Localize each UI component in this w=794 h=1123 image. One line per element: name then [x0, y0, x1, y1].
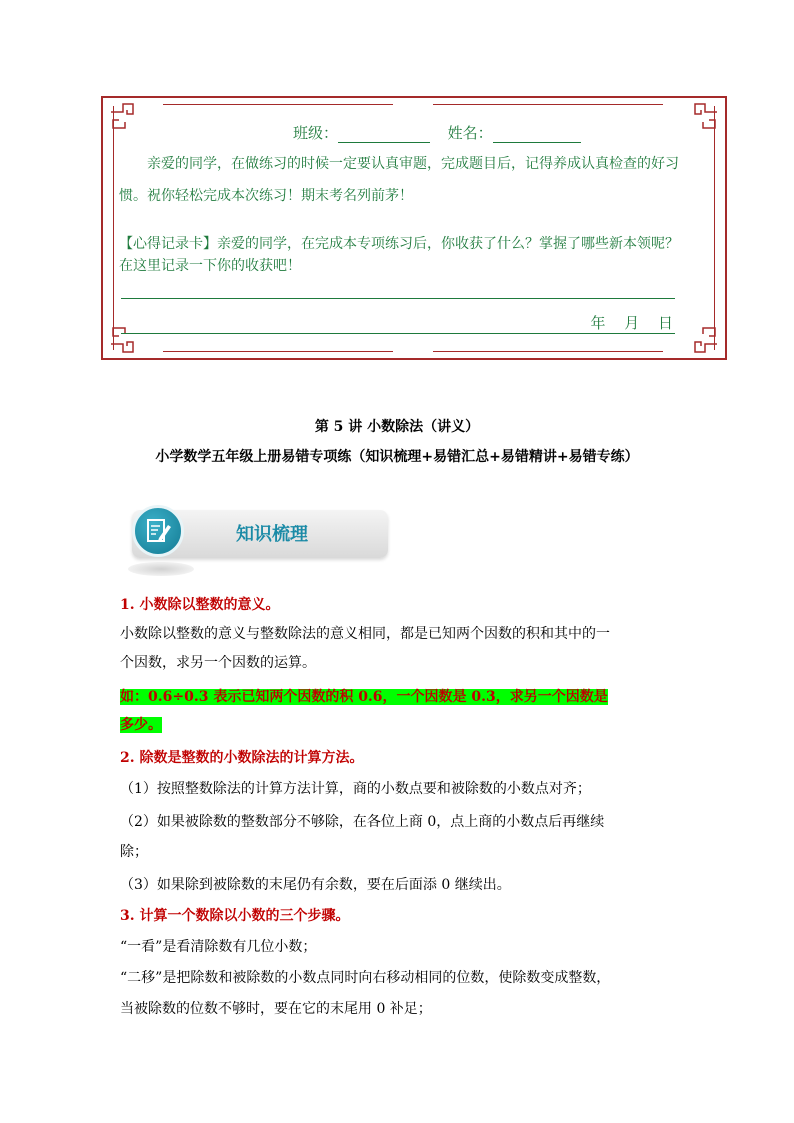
- greeting-line-1: 亲爱的同学，在做练习的时候一定要认真审题，完成题目后，记得养成认真检查的好习: [147, 156, 679, 172]
- class-label: 班级：: [293, 124, 339, 142]
- section-1-example: [120, 683, 676, 739]
- frame-top-line-right: [433, 104, 663, 105]
- frame-bottom-line-right: [433, 351, 663, 352]
- greeting-line-2: 惯。祝你轻松完成本次练习！期末考名列前茅！: [119, 188, 413, 204]
- name-field[interactable]: [493, 126, 581, 143]
- frame-bottom-line-left: [163, 351, 393, 352]
- section-2-heading: 2. 除数是整数的小数除法的计算方法。: [120, 750, 364, 766]
- record-card-line-1: 【心得记录卡】亲爱的同学，在完成本专项练习后，你收获了什么？掌握了哪些新本领呢？: [119, 236, 679, 252]
- section-2-item-3: （3）如果除到被除数的末尾仍有余数，要在后面添 0 继续出。: [120, 877, 511, 893]
- example-line-1: 如：0.6÷0.3 表示已知两个因数的积 0.6，一个因数是 0.3，求另一个因数是: [120, 689, 608, 705]
- banner-label: 知识梳理: [236, 524, 308, 545]
- class-name-row: [293, 122, 581, 143]
- section-1-line-1: 小数除以整数的意义与整数除法的意义相同，都是已知两个因数的积和其中的一: [120, 626, 610, 642]
- section-3-line-1: “一看”是看清除数有几位小数；: [120, 939, 317, 955]
- corner-ornament-bottom-left-icon: [109, 322, 143, 356]
- frame-top-line-left: [163, 104, 393, 105]
- study-card: [101, 96, 727, 360]
- section-2-item-2b: 除；: [120, 844, 148, 860]
- record-answer-line-1[interactable]: [121, 298, 675, 299]
- name-label: 姓名：: [447, 124, 493, 142]
- corner-ornament-bottom-right-icon: [685, 322, 719, 356]
- corner-ornament-top-right-icon: [685, 100, 719, 134]
- subtitle: 小学数学五年级上册易错专项练（知识梳理+易错汇总+易错精讲+易错专练）: [155, 449, 639, 465]
- date-row: 年 月 日: [590, 314, 673, 332]
- banner-shadow: [128, 562, 194, 576]
- corner-ornament-top-left-icon: [109, 100, 143, 134]
- section-2-item-1: （1）按照整数除法的计算方法计算，商的小数点要和被除数的小数点对齐；: [120, 781, 591, 797]
- section-1-line-2: 个因数，求另一个因数的运算。: [120, 655, 316, 671]
- section-1-heading: 1. 小数除以整数的意义。: [120, 597, 280, 613]
- section-2-item-2a: （2）如果被除数的整数部分不够除，在各位上商 0，点上商的小数点后再继续: [120, 814, 605, 830]
- section-3-line-2: “二移”是把除数和被除数的小数点同时向右移动相同的位数，使除数变成整数，: [120, 970, 611, 986]
- record-card-line-2: 在这里记录一下你的收获吧！: [119, 258, 301, 274]
- notepad-pencil-icon: [135, 508, 181, 554]
- class-field[interactable]: [338, 126, 430, 143]
- banner-icon-circle: [132, 505, 184, 557]
- section-3-heading: 3. 计算一个数除以小数的三个步骤。: [120, 908, 350, 924]
- record-answer-line-2[interactable]: [121, 333, 675, 334]
- lecture-title: 第 5 讲 小数除法（讲义）: [314, 419, 480, 435]
- section-3-line-3: 当被除数的位数不够时，要在它的末尾用 0 补足；: [120, 1001, 432, 1017]
- example-line-2: 多少。: [120, 717, 162, 733]
